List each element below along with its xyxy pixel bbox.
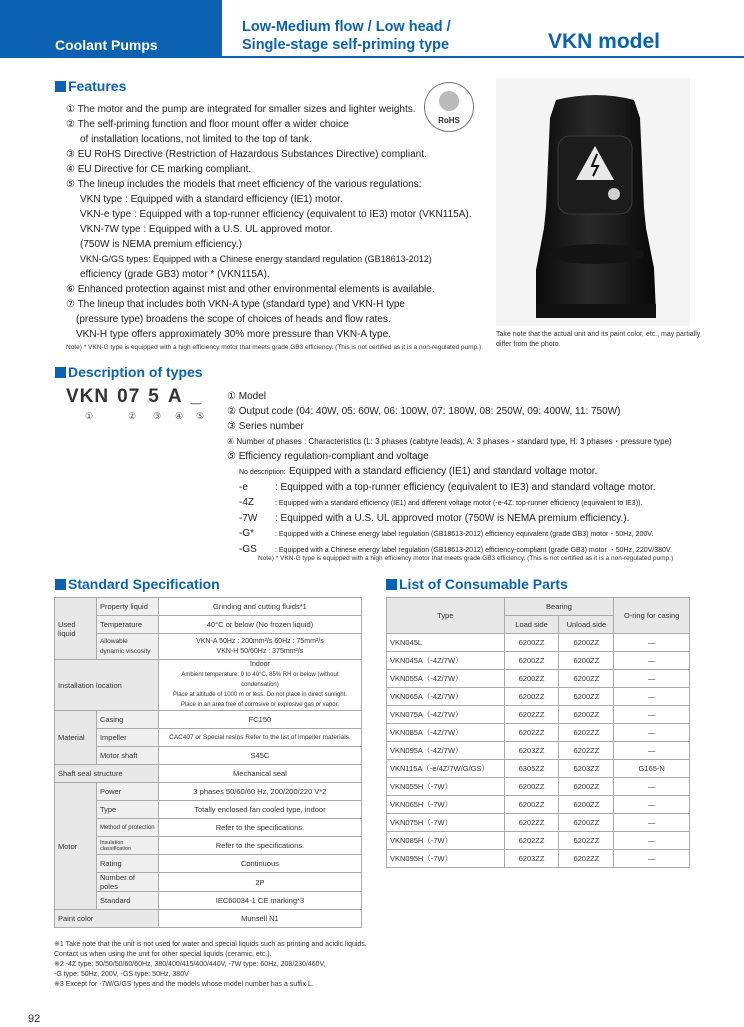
spec-used-liquid: Used liquid: [55, 598, 97, 660]
table-row: VKN065H（-7W） 6200ZZ 6200ZZ —: [387, 796, 690, 814]
types-note: Note) * VKN-G type is equipped with a high efficiency motor that meets grade GB3 efficiency. (This is not certified as it is a non-regulated pump.): [258, 555, 674, 562]
header-model: VKN model: [548, 30, 661, 53]
footnotes: ※1 Take note that the unit is not used for water and special liquids such as printing and acidic liquids. Contact us when using the unit for other special liquids (ceramic, etc.). ※2 -4Z type: 50/50/50/60/60Hz, 380/400/415/400/440V, -7W type: 60Hz, 208/230/460V, -G type: 50Hz, 200V, -GS type: 50Hz, 380V ※3 Except for -7W/G/GS types and the models whose model number has a suffix L.: [54, 941, 367, 988]
consumables-heading: List of Consumable Parts: [386, 576, 568, 592]
types-description: ① Model ② Output code (04: 40W, 05: 60W, 06: 100W, 07: 180W, 08: 250W, 09: 400W, 11: 750W) ③ Series number ④ Number of phases : Characteristics (L: 3 phases (cabtyre leads), A: 3 phases・standard type, H: 3 phases・pressure type) ⑤ Efficiency regulation-compliant and voltage No description: Equipped with a standard efficiency (IE1) and standard voltage motor. -e : Equipped with a top-runner efficiency (equivalent to IE3) and standard voltage motor. -4Z : Equipped with a standard efficiency (IE1) and different voltage motor (-e-4Z: top-runner efficiency (equivalent to IE3)). -7W : Equipped with a U.S. UL approved motor (750W is NEMA premium efficiency.). -G* : Equipped with a Chinese energy label regulation (GB18613-2012) efficiency equivalent (grade GB3) motor・50Hz, 200V. -GS : Equipped with a Chinese energy label regulation (GB18613-2012) efficiency-compliant (grade GB3) motor ・50Hz, 220V/380V.: [227, 391, 672, 555]
features-list: ① The motor and the pump are integrated for smaller sizes and lighter weights. ② The self-priming function and floor mount offer a wider choice of installation locations, not limited to the top of tank. ③ EU RoHS Directive (Restriction of Hazardous Substances Directive) compliant. ④ EU Directive for CE marking compliant. ⑤ The lineup includes the models that meet efficiency of the various regulations: VKN type : Equipped with a standard efficiency (IE1) motor. VKN-e type : Equipped with a top-runner efficiency (equivalent to IE3) motor (VKN115A). VKN-7W type : Equipped with a U.S. UL approved motor. (750W is NEMA premium efficiency.) VKN-G/GS types: Equipped with a Chinese energy standard regulation (GB18613-2012) efficiency (grade GB3) motor * (VKN115A). ⑥ Enhanced protection against mist and other environmental elements is available. ⑦ The lineup that includes both VKN-A type (standard type) and VKN-H type (pressure type) broadens the scope of choices of heads and flow rates. VKN-H type offers approximately 30% more pressure than VKN-A type.: [66, 104, 472, 340]
rohs-icon: [439, 91, 459, 111]
header-rule: [222, 56, 744, 58]
spec-heading: Standard Specification: [55, 576, 220, 592]
table-row: VKN065A（-4Z/7W） 6200ZZ 6200ZZ —: [387, 688, 690, 706]
header-subtitle: Low-Medium flow / Low head / Single-stage self-priming type: [242, 19, 451, 53]
table-row: VKN045L 6200ZZ 6200ZZ —: [387, 634, 690, 652]
table-row: VKN055H（-7W） 6200ZZ 6200ZZ —: [387, 778, 690, 796]
rohs-logo: RoHS: [424, 82, 474, 132]
table-row: VKN075A（-4Z/7W） 6202ZZ 6200ZZ —: [387, 706, 690, 724]
header-category: Coolant Pumps: [55, 37, 158, 53]
types-heading: Description of types: [55, 364, 203, 380]
table-row: VKN085H（-7W） 6202ZZ 6202ZZ —: [387, 832, 690, 850]
features-note: Note) * VKN-G type is equipped with a high efficiency motor that meets grade GB3 efficiency. (This is not certified as it is a non-regulated pump.): [66, 344, 482, 351]
table-row: VKN075H（-7W） 6202ZZ 6200ZZ —: [387, 814, 690, 832]
table-row: VKN095A（-4Z/7W） 6203ZZ 6202ZZ —: [387, 742, 690, 760]
table-row: VKN085A（-4Z/7W） 6202ZZ 6202ZZ —: [387, 724, 690, 742]
table-row: VKN055A（-4Z/7W） 6200ZZ 6200ZZ —: [387, 670, 690, 688]
header-category-block: [0, 0, 222, 58]
table-row: VKN095H（-7W） 6203ZZ 6202ZZ —: [387, 850, 690, 868]
table-row: VKN115A（-e/4Z/7W/G/GS） 6305ZZ 6203ZZ G165-N: [387, 760, 690, 778]
spec-table: Used liquid Property liquid Grinding and cutting fluids*1 Temperature 40°C or below (No frozen liquid) Allowable dynamic viscosity VKN-A 50Hz : 200mm²/s 60Hz : 75mm²/s VKN-H 50/60Hz : 375mm²/s Installation location Indoor Ambient temperature: 0 to 40°C, 85% RH or below (without condensation) Place at altitude of 1000 m or less. Do not place in direct sunlight. Place in an area free of corrosive or explosive gas or vapor. Material Casing FC150 Impeller CAC407 or Special resins Refer to the list of impeller materials. Motor shaft S45C Shaft seal structure Mechanical seal Motor Power 3 phases 50/60/60 Hz, 200/200/220 V*2 Type Totally enclosed fan cooled type, indoor Method of protection Refer to the specifications. Insulation classification Refer to the specifications. Rating Continuous Number of poles 2P Standard IEC60034-1 CE marking*3 Paint color Munsell N1: [54, 597, 362, 928]
consumables-table: Type Bearing O-ring for casing Load side Unload side VKN045L 6200ZZ 6200ZZ — VKN045A（-4Z/7W） 6200ZZ 6200ZZ — VKN055A（-4Z/7W） 6200ZZ 6200ZZ — VKN065A（-4Z/7W） 6200ZZ 6200ZZ — VKN075A（-4Z/7W） 6202ZZ 6200ZZ — VKN085A（-4Z/7W） 6202ZZ 6202ZZ — VKN095A（-4Z/7W） 6203ZZ 6202ZZ — VKN115A（-e/4Z/7W/G/GS） 6305ZZ 6203ZZ G165-N VKN055H（-7W） 6200ZZ 6200ZZ — VKN065H（-7W） 6200ZZ 6200ZZ — VKN075H（-7W） 6202ZZ 6200ZZ — VKN085H（-7W） 6202ZZ 6202ZZ — VKN095H（-7W） 6203ZZ 6202ZZ —: [386, 597, 690, 868]
page-number: 92: [28, 1013, 41, 1025]
pump-photo: [496, 78, 690, 326]
features-heading: Features: [55, 78, 126, 94]
table-row: VKN045A（-4Z/7W） 6200ZZ 6200ZZ —: [387, 652, 690, 670]
photo-caption: Take note that the actual unit and its paint color, etc., may partially differ from the photo.: [496, 331, 701, 348]
model-code: VKN 07 5 A _: [66, 386, 203, 407]
